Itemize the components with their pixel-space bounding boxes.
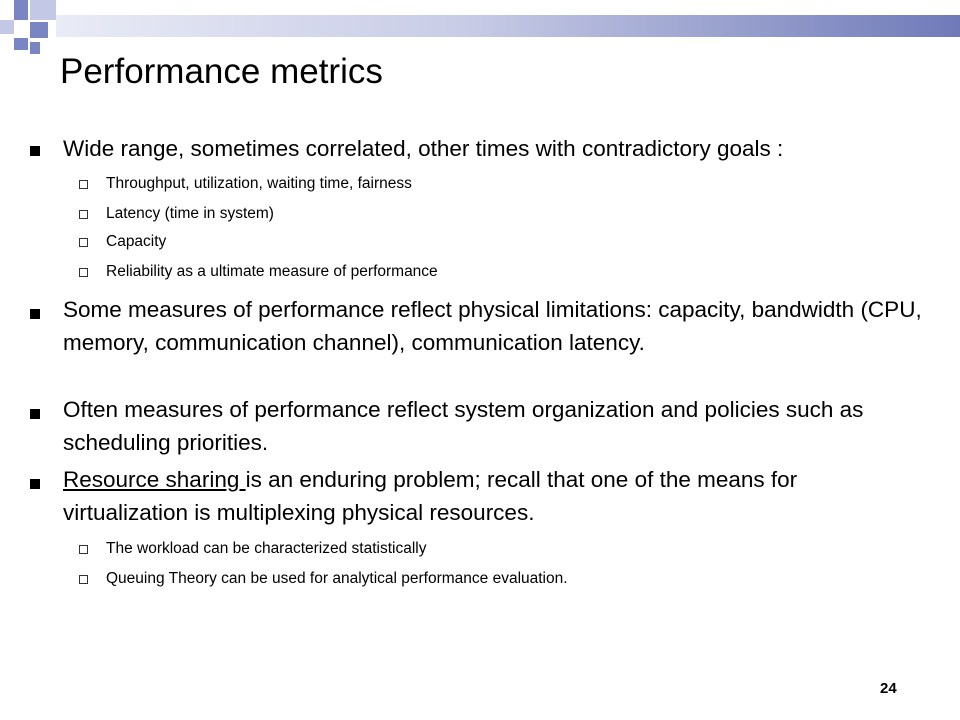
hollow-square-bullet-icon [79,545,88,554]
bullet-text-rest: is an enduring problem; recall that one of the means for virtualization is multiplexing physical resources. [63,467,798,525]
decor-square [0,20,14,34]
hollow-square-bullet-icon [79,210,88,219]
sub-bullet-text: Queuing Theory can be used for analytical performance evaluation. [106,570,568,587]
slide-title: Performance metrics [60,52,383,91]
hollow-square-bullet-icon [79,575,88,584]
square-bullet-icon [30,309,40,319]
square-bullet-icon [30,479,40,489]
bullet-text [63,463,923,529]
bullet-text: Some measures of performance reflect physical limitations: capacity, bandwidth (CPU, memory, communication channel), communication latency. [63,297,922,355]
page-number: 24 [880,680,897,697]
hollow-square-bullet-icon [79,268,88,277]
sub-bullet-text: The workload can be characterized statistically [106,540,427,557]
sub-bullet-text: Throughput, utilization, waiting time, fairness [106,175,412,192]
underlined-term: Resource sharing [63,467,246,492]
bullet-text: Wide range, sometimes correlated, other times with contradictory goals : [63,136,784,161]
hollow-square-bullet-icon [79,180,88,189]
sub-bullet-text: Capacity [106,233,167,250]
sub-bullet-text: Latency (time in system) [106,205,274,222]
decor-square [30,22,48,38]
title-gradient-band [56,15,960,37]
sub-bullet-text: Reliability as a ultimate measure of performance [106,263,438,280]
hollow-square-bullet-icon [79,238,88,247]
decor-square [14,38,28,50]
decor-square [30,42,40,54]
bullet-text: Often measures of performance reflect system organization and policies such as scheduling priorities. [63,397,864,455]
square-bullet-icon [30,146,40,156]
decor-square [14,0,28,20]
decor-square [30,0,56,20]
decor-square [14,20,30,38]
square-bullet-icon [30,409,40,419]
